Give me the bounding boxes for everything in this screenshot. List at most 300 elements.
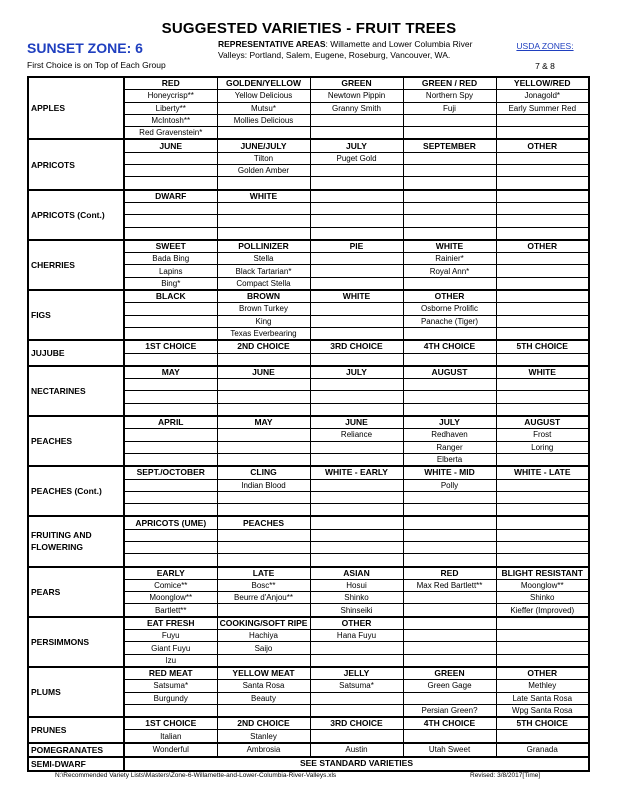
category-header-cell: WHITE bbox=[217, 190, 310, 203]
variety-cell bbox=[124, 479, 217, 491]
variety-cell: Bing* bbox=[124, 277, 217, 290]
variety-cell: Giant Fuyu bbox=[124, 642, 217, 654]
group-header-row-apricots-cont bbox=[28, 190, 589, 203]
group-header-row-jujube bbox=[28, 340, 589, 353]
group-header-row-pomegranates bbox=[28, 743, 589, 757]
variety-cell bbox=[310, 379, 403, 391]
category-header-cell: RED MEAT bbox=[124, 667, 217, 680]
variety-cell: Shinseiki bbox=[310, 604, 403, 617]
category-header-cell: EARLY bbox=[124, 567, 217, 580]
variety-cell bbox=[496, 327, 589, 340]
variety-cell bbox=[310, 554, 403, 567]
variety-cell bbox=[310, 453, 403, 466]
group-header-row-nectarines bbox=[28, 366, 589, 379]
variety-cell: Satsuma* bbox=[310, 680, 403, 692]
variety-cell bbox=[310, 654, 403, 667]
category-header-cell bbox=[310, 190, 403, 203]
variety-cell bbox=[403, 353, 496, 366]
category-header-cell: RED bbox=[403, 567, 496, 580]
variety-cell: McIntosh** bbox=[124, 114, 217, 126]
category-header-cell: OTHER bbox=[496, 240, 589, 253]
variety-cell bbox=[496, 491, 589, 503]
variety-cell: Fuji bbox=[403, 102, 496, 114]
category-header-cell: COOKING/SOFT RIPE bbox=[217, 617, 310, 630]
variety-cell bbox=[217, 704, 310, 717]
category-header-cell: WHITE bbox=[496, 366, 589, 379]
variety-cell: Puget Gold bbox=[310, 152, 403, 164]
variety-cell bbox=[310, 642, 403, 654]
variety-cell bbox=[496, 353, 589, 366]
footer-file-path: N:\Recommended Variety Lists\Masters\Zone-6-Willamette-and-Lower-Columbia-River-Valleys.xls bbox=[55, 772, 337, 779]
category-header-cell: MAY bbox=[217, 416, 310, 429]
variety-cell bbox=[496, 253, 589, 265]
variety-cell: Tilton bbox=[217, 152, 310, 164]
category-header-cell: PEACHES bbox=[217, 516, 310, 529]
group-label: PEACHES bbox=[28, 416, 124, 466]
variety-cell: Mutsu* bbox=[217, 102, 310, 114]
variety-cell bbox=[124, 704, 217, 717]
variety-cell bbox=[403, 177, 496, 190]
variety-cell: Late Santa Rosa bbox=[496, 692, 589, 704]
variety-cell bbox=[496, 265, 589, 277]
variety-cell bbox=[403, 491, 496, 503]
variety-cell: Rainier* bbox=[403, 253, 496, 265]
variety-cell bbox=[403, 152, 496, 164]
variety-cell bbox=[496, 554, 589, 567]
variety-cell bbox=[496, 227, 589, 240]
variety-cell bbox=[217, 604, 310, 617]
variety-cell bbox=[496, 391, 589, 403]
variety-cell bbox=[496, 730, 589, 743]
variety-cell bbox=[124, 152, 217, 164]
variety-cell: Indian Blood bbox=[217, 479, 310, 491]
variety-cell bbox=[124, 202, 217, 214]
category-header-cell: 4TH CHOICE bbox=[403, 717, 496, 730]
category-header-cell: JELLY bbox=[310, 667, 403, 680]
variety-cell: Osborne Prolific bbox=[403, 303, 496, 315]
variety-cell bbox=[124, 403, 217, 416]
variety-cell: Red Gravenstein* bbox=[124, 127, 217, 140]
variety-cell bbox=[124, 327, 217, 340]
variety-cell bbox=[124, 353, 217, 366]
category-header-cell: 4TH CHOICE bbox=[403, 340, 496, 353]
category-header-cell: JULY bbox=[310, 366, 403, 379]
group-header-row-peaches-cont bbox=[28, 466, 589, 479]
category-header-cell bbox=[310, 516, 403, 529]
variety-cell bbox=[403, 403, 496, 416]
variety-cell bbox=[124, 315, 217, 327]
category-header-cell: DWARF bbox=[124, 190, 217, 203]
variety-cell bbox=[403, 227, 496, 240]
variety-cell: Wpg Santa Rosa bbox=[496, 704, 589, 717]
varieties-table bbox=[27, 76, 590, 772]
variety-cell: Wonderful bbox=[124, 743, 217, 757]
category-header-cell: GOLDEN/YELLOW bbox=[217, 77, 310, 90]
category-header-cell bbox=[496, 516, 589, 529]
variety-cell bbox=[310, 327, 403, 340]
category-header-cell: JUNE bbox=[310, 416, 403, 429]
variety-cell: King bbox=[217, 315, 310, 327]
variety-cell bbox=[310, 265, 403, 277]
variety-cell: Black Tartarian* bbox=[217, 265, 310, 277]
category-header-cell: SEPTEMBER bbox=[403, 139, 496, 152]
variety-cell: Fuyu bbox=[124, 630, 217, 642]
variety-cell bbox=[310, 253, 403, 265]
variety-cell bbox=[310, 215, 403, 227]
usda-zones-value: 7 & 8 bbox=[535, 61, 555, 71]
group-header-row-apricots bbox=[28, 139, 589, 152]
category-header-cell: PIE bbox=[310, 240, 403, 253]
first-choice-note: First Choice is on Top of Each Group bbox=[27, 60, 166, 70]
variety-cell: Max Red Bartlett** bbox=[403, 579, 496, 591]
variety-cell bbox=[403, 504, 496, 517]
variety-cell bbox=[217, 453, 310, 466]
category-header-cell: EAT FRESH bbox=[124, 617, 217, 630]
category-header-cell: BLIGHT RESISTANT bbox=[496, 567, 589, 580]
variety-cell bbox=[310, 303, 403, 315]
variety-cell bbox=[310, 127, 403, 140]
variety-cell bbox=[403, 379, 496, 391]
variety-cell: Izu bbox=[124, 654, 217, 667]
category-header-cell bbox=[496, 190, 589, 203]
variety-cell: Early Summer Red bbox=[496, 102, 589, 114]
variety-cell: Bada Bing bbox=[124, 253, 217, 265]
variety-cell bbox=[310, 165, 403, 177]
variety-cell bbox=[217, 654, 310, 667]
category-header-cell: 3RD CHOICE bbox=[310, 340, 403, 353]
variety-cell bbox=[217, 554, 310, 567]
group-label: FIGS bbox=[28, 290, 124, 340]
variety-cell bbox=[217, 127, 310, 140]
variety-cell bbox=[124, 165, 217, 177]
variety-cell bbox=[217, 504, 310, 517]
variety-cell: Hosui bbox=[310, 579, 403, 591]
variety-cell bbox=[217, 202, 310, 214]
variety-cell: Yellow Delicious bbox=[217, 90, 310, 102]
variety-cell bbox=[217, 227, 310, 240]
variety-cell bbox=[217, 215, 310, 227]
variety-cell: Ambrosia bbox=[217, 743, 310, 757]
variety-cell bbox=[217, 529, 310, 541]
variety-cell: Compact Stella bbox=[217, 277, 310, 290]
variety-cell bbox=[310, 441, 403, 453]
category-header-cell: LATE bbox=[217, 567, 310, 580]
variety-cell: Kieffer (Improved) bbox=[496, 604, 589, 617]
variety-cell: Brown Turkey bbox=[217, 303, 310, 315]
variety-cell bbox=[496, 479, 589, 491]
category-header-cell: WHITE bbox=[310, 290, 403, 303]
category-header-cell: 5TH CHOICE bbox=[496, 340, 589, 353]
variety-cell: Moonglow** bbox=[124, 592, 217, 604]
variety-cell: Beurre d'Anjou** bbox=[217, 592, 310, 604]
variety-cell bbox=[496, 277, 589, 290]
variety-cell: Santa Rosa bbox=[217, 680, 310, 692]
variety-cell bbox=[310, 315, 403, 327]
sunset-zone-heading: SUNSET ZONE: 6 bbox=[27, 40, 143, 56]
variety-cell: Stanley bbox=[217, 730, 310, 743]
variety-cell bbox=[496, 504, 589, 517]
category-header-cell: OTHER bbox=[496, 139, 589, 152]
category-header-cell: 2ND CHOICE bbox=[217, 340, 310, 353]
variety-cell bbox=[403, 554, 496, 567]
variety-cell bbox=[403, 592, 496, 604]
group-label: APPLES bbox=[28, 77, 124, 139]
variety-cell bbox=[217, 379, 310, 391]
variety-cell bbox=[310, 277, 403, 290]
variety-cell bbox=[217, 491, 310, 503]
variety-cell: Honeycrisp** bbox=[124, 90, 217, 102]
category-header-cell: OTHER bbox=[310, 617, 403, 630]
group-row-semi-dwarf bbox=[28, 757, 589, 771]
variety-cell: Shinko bbox=[496, 592, 589, 604]
variety-cell bbox=[496, 529, 589, 541]
variety-cell bbox=[124, 529, 217, 541]
category-header-cell: JUNE/JULY bbox=[217, 139, 310, 152]
category-header-cell: APRICOTS (UME) bbox=[124, 516, 217, 529]
variety-cell: Texas Everbearing bbox=[217, 327, 310, 340]
variety-cell bbox=[496, 654, 589, 667]
group-label: PERSIMMONS bbox=[28, 617, 124, 667]
variety-cell bbox=[496, 177, 589, 190]
variety-cell bbox=[217, 441, 310, 453]
variety-cell: Ranger bbox=[403, 441, 496, 453]
variety-cell: Panache (Tiger) bbox=[403, 315, 496, 327]
variety-cell: Methley bbox=[496, 680, 589, 692]
group-label: PLUMS bbox=[28, 667, 124, 717]
variety-cell bbox=[124, 177, 217, 190]
group-label: APRICOTS bbox=[28, 139, 124, 189]
category-header-cell: AUGUST bbox=[403, 366, 496, 379]
variety-cell bbox=[310, 114, 403, 126]
variety-cell bbox=[124, 504, 217, 517]
page-title: SUGGESTED VARIETIES - FRUIT TREES bbox=[161, 20, 457, 37]
variety-cell bbox=[403, 529, 496, 541]
variety-cell: Satsuma* bbox=[124, 680, 217, 692]
variety-cell: Burgundy bbox=[124, 692, 217, 704]
variety-cell bbox=[124, 303, 217, 315]
variety-cell bbox=[124, 379, 217, 391]
variety-cell bbox=[310, 692, 403, 704]
variety-cell bbox=[217, 403, 310, 416]
category-header-cell: RED bbox=[124, 77, 217, 90]
variety-cell bbox=[124, 441, 217, 453]
variety-cell: Granada bbox=[496, 743, 589, 757]
variety-cell bbox=[403, 215, 496, 227]
variety-cell bbox=[124, 491, 217, 503]
group-label: POMEGRANATES bbox=[28, 743, 124, 757]
group-header-row-cherries bbox=[28, 240, 589, 253]
category-header-cell: WHITE bbox=[403, 240, 496, 253]
variety-cell bbox=[403, 202, 496, 214]
variety-cell: Jonagold* bbox=[496, 90, 589, 102]
variety-cell bbox=[217, 353, 310, 366]
variety-cell: Lapins bbox=[124, 265, 217, 277]
category-header-cell: GREEN bbox=[310, 77, 403, 90]
group-label: PEACHES (Cont.) bbox=[28, 466, 124, 516]
variety-cell bbox=[310, 541, 403, 553]
variety-cell: Newtown Pippin bbox=[310, 90, 403, 102]
varieties-table-body bbox=[28, 77, 589, 771]
category-header-cell: WHITE - EARLY bbox=[310, 466, 403, 479]
variety-cell bbox=[124, 227, 217, 240]
category-header-cell: ASIAN bbox=[310, 567, 403, 580]
variety-cell bbox=[403, 277, 496, 290]
group-label: SEMI-DWARF bbox=[28, 757, 124, 771]
category-header-cell: 3RD CHOICE bbox=[310, 717, 403, 730]
category-header-cell: JUNE bbox=[217, 366, 310, 379]
variety-cell: Italian bbox=[124, 730, 217, 743]
category-header-cell: SEPT./OCTOBER bbox=[124, 466, 217, 479]
variety-cell: Elberta bbox=[403, 453, 496, 466]
variety-cell bbox=[403, 692, 496, 704]
category-header-cell: WHITE - LATE bbox=[496, 466, 589, 479]
areas-label: REPRESENTATIVE AREAS bbox=[218, 39, 326, 49]
variety-cell bbox=[403, 642, 496, 654]
variety-cell: Frost bbox=[496, 429, 589, 441]
category-header-cell: BROWN bbox=[217, 290, 310, 303]
group-header-row-fruiting-and-flowering bbox=[28, 516, 589, 529]
variety-cell: Loring bbox=[496, 441, 589, 453]
variety-cell bbox=[403, 114, 496, 126]
category-header-cell bbox=[496, 617, 589, 630]
group-label: PEARS bbox=[28, 567, 124, 617]
variety-cell bbox=[310, 491, 403, 503]
variety-cell: Persian Green? bbox=[403, 704, 496, 717]
variety-cell bbox=[496, 215, 589, 227]
variety-cell bbox=[310, 177, 403, 190]
areas-text: : Willamette and Lower Columbia River Valleys: Portland, Salem, Eugene, Roseburg, Vancouver, WA. bbox=[218, 39, 473, 60]
variety-cell bbox=[496, 642, 589, 654]
category-header-cell: JUNE bbox=[124, 139, 217, 152]
variety-cell: Green Gage bbox=[403, 680, 496, 692]
category-header-cell bbox=[403, 516, 496, 529]
variety-cell bbox=[496, 127, 589, 140]
variety-cell bbox=[124, 453, 217, 466]
variety-cell bbox=[403, 127, 496, 140]
group-label: FRUITING AND FLOWERING bbox=[28, 516, 124, 566]
variety-cell: Mollies Delicious bbox=[217, 114, 310, 126]
variety-cell: Moonglow** bbox=[496, 579, 589, 591]
category-header-cell bbox=[496, 290, 589, 303]
variety-cell: Comice** bbox=[124, 579, 217, 591]
variety-cell: Austin bbox=[310, 743, 403, 757]
group-header-row-apples bbox=[28, 77, 589, 90]
group-header-row-plums bbox=[28, 667, 589, 680]
variety-cell bbox=[310, 504, 403, 517]
variety-cell bbox=[403, 165, 496, 177]
variety-cell: Bosc** bbox=[217, 579, 310, 591]
variety-cell: Stella bbox=[217, 253, 310, 265]
variety-cell bbox=[403, 630, 496, 642]
usda-zones-link[interactable]: USDA ZONES: bbox=[516, 41, 574, 51]
variety-cell bbox=[124, 541, 217, 553]
variety-cell bbox=[496, 152, 589, 164]
variety-cell bbox=[496, 202, 589, 214]
variety-cell bbox=[310, 227, 403, 240]
variety-cell: Saijo bbox=[217, 642, 310, 654]
group-label: NECTARINES bbox=[28, 366, 124, 416]
category-header-cell: JULY bbox=[310, 139, 403, 152]
variety-cell bbox=[217, 541, 310, 553]
variety-cell bbox=[496, 403, 589, 416]
category-header-cell: OTHER bbox=[403, 290, 496, 303]
category-header-cell: OTHER bbox=[496, 667, 589, 680]
group-header-row-pears bbox=[28, 567, 589, 580]
variety-cell: Hachiya bbox=[217, 630, 310, 642]
category-header-cell: 2ND CHOICE bbox=[217, 717, 310, 730]
group-header-row-peaches bbox=[28, 416, 589, 429]
variety-cell bbox=[403, 730, 496, 743]
variety-cell: Utah Sweet bbox=[403, 743, 496, 757]
category-header-cell: SWEET bbox=[124, 240, 217, 253]
see-standard-varieties-cell: SEE STANDARD VARIETIES bbox=[124, 757, 589, 771]
representative-areas bbox=[218, 39, 503, 61]
group-header-row-persimmons bbox=[28, 617, 589, 630]
variety-cell bbox=[403, 654, 496, 667]
variety-cell bbox=[217, 429, 310, 441]
category-header-cell: WHITE - MID bbox=[403, 466, 496, 479]
variety-cell: Northern Spy bbox=[403, 90, 496, 102]
variety-cell bbox=[496, 315, 589, 327]
variety-cell: Shinko bbox=[310, 592, 403, 604]
variety-cell bbox=[403, 391, 496, 403]
variety-cell bbox=[496, 541, 589, 553]
variety-cell bbox=[496, 114, 589, 126]
category-header-cell bbox=[403, 190, 496, 203]
variety-cell bbox=[496, 165, 589, 177]
variety-cell: Beauty bbox=[217, 692, 310, 704]
variety-cell bbox=[496, 303, 589, 315]
category-header-cell: APRIL bbox=[124, 416, 217, 429]
category-header-cell bbox=[403, 617, 496, 630]
variety-cell: Reliance bbox=[310, 429, 403, 441]
variety-cell bbox=[403, 327, 496, 340]
category-header-cell: GREEN / RED bbox=[403, 77, 496, 90]
variety-cell bbox=[124, 215, 217, 227]
variety-cell bbox=[310, 479, 403, 491]
variety-cell bbox=[496, 453, 589, 466]
variety-cell bbox=[124, 391, 217, 403]
variety-cell bbox=[124, 429, 217, 441]
group-label: CHERRIES bbox=[28, 240, 124, 290]
group-label: APRICOTS (Cont.) bbox=[28, 190, 124, 240]
variety-cell bbox=[310, 730, 403, 743]
category-header-cell: 5TH CHOICE bbox=[496, 717, 589, 730]
category-header-cell: MAY bbox=[124, 366, 217, 379]
variety-cell bbox=[217, 177, 310, 190]
category-header-cell: 1ST CHOICE bbox=[124, 340, 217, 353]
category-header-cell: CLING bbox=[217, 466, 310, 479]
variety-cell bbox=[403, 604, 496, 617]
category-header-cell: AUGUST bbox=[496, 416, 589, 429]
variety-cell: Royal Ann* bbox=[403, 265, 496, 277]
variety-cell bbox=[217, 391, 310, 403]
variety-cell: Bartlett** bbox=[124, 604, 217, 617]
variety-cell bbox=[496, 379, 589, 391]
variety-cell bbox=[403, 541, 496, 553]
variety-cell bbox=[310, 353, 403, 366]
variety-cell bbox=[310, 391, 403, 403]
footer-revised: Revised: 3/8/2017[Time] bbox=[470, 772, 541, 779]
variety-cell bbox=[310, 529, 403, 541]
category-header-cell: JULY bbox=[403, 416, 496, 429]
variety-cell bbox=[496, 630, 589, 642]
category-header-cell: POLLINIZER bbox=[217, 240, 310, 253]
category-header-cell: YELLOW/RED bbox=[496, 77, 589, 90]
variety-cell: Granny Smith bbox=[310, 102, 403, 114]
group-label: JUJUBE bbox=[28, 340, 124, 366]
group-header-row-prunes bbox=[28, 717, 589, 730]
